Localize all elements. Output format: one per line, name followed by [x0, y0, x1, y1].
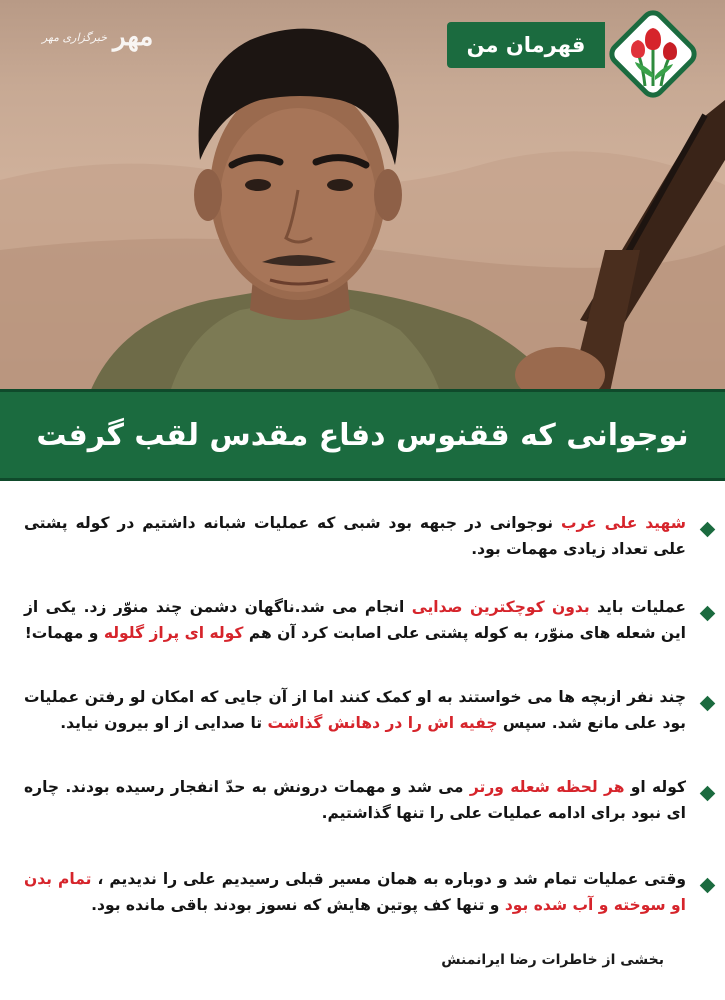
paragraph-text: انجام می شد.ناگهان دشمن چند منوّر زد. یکی از این شعله های منوّر، به کوله پشتی علی اصابت کرد آن هم — [24, 598, 686, 642]
paragraph-text: و مهمات! — [24, 624, 104, 642]
highlight-text: شهید علی عرب — [560, 514, 686, 532]
paragraph-5 — [24, 866, 686, 918]
agency-logo: مهر — [113, 22, 154, 52]
story-body — [0, 478, 725, 1000]
hero-photo — [0, 0, 725, 392]
bullet-diamond-icon — [700, 786, 716, 802]
paragraph-text: وقتی عملیات تمام شد و دوباره به همان مسیر قبلی رسیدیم علی را ندیدیم ، — [91, 870, 686, 888]
category-badge — [465, 10, 725, 102]
bullet-diamond-icon — [700, 522, 716, 538]
agency-name: خبرگزاری مهر — [42, 30, 108, 44]
paragraph-2 — [24, 594, 686, 646]
title-bar — [0, 389, 725, 481]
highlight-text: هر لحظه شعله ورتر — [469, 778, 625, 796]
paragraph-text: تا صدایی از او بیرون نیاید. — [60, 714, 268, 732]
highlight-text: بدون کوچکترین صدایی — [411, 598, 590, 616]
paragraph-text: و تنها کف پوتین هایش که نسوز بودند باقی مانده بود. — [91, 896, 505, 914]
badge-label: قهرمان من — [447, 22, 605, 68]
highlight-text: تمام بدن او سوخته و آب شده بود — [24, 870, 686, 914]
paragraph-text: چند نفر ازبچه ها می خواستند به او کمک کنند اما از آن جایی که امکان لو رفتن عملیات بود علی مانع شد. سپس — [24, 688, 686, 732]
tulip-icon — [607, 8, 699, 100]
paragraph-text: می شد و مهمات درونش به حدّ انفجار رسیده بودند. چاره ای نبود برای ادامه عملیات علی را تنها گذاشتیم. — [24, 778, 686, 822]
bullet-diamond-icon — [700, 606, 716, 622]
paragraph-4 — [24, 774, 686, 826]
paragraph-text: کوله او — [624, 778, 686, 796]
paragraph-text: عملیات باید — [589, 598, 686, 616]
bullet-diamond-icon — [700, 878, 716, 894]
bullet-diamond-icon — [700, 696, 716, 712]
paragraph-1 — [24, 510, 686, 562]
page-title: نوجوانی که ققنوس دفاع مقدس لقب گرفت — [36, 417, 689, 453]
highlight-text: چفیه اش را در دهانش گذاشت — [267, 714, 498, 732]
paragraph-text: نوجوانی در جبهه بود شبی که عملیات شبانه داشتیم در کوله پشتی علی تعداد زیادی مهمات بود. — [24, 514, 686, 558]
source-credit: بخشی از خاطرات رضا ایرانمنش — [441, 952, 664, 968]
paragraph-3 — [24, 684, 686, 736]
highlight-text: کوله ای پراز گلوله — [103, 624, 244, 642]
agency-watermark — [42, 22, 153, 52]
